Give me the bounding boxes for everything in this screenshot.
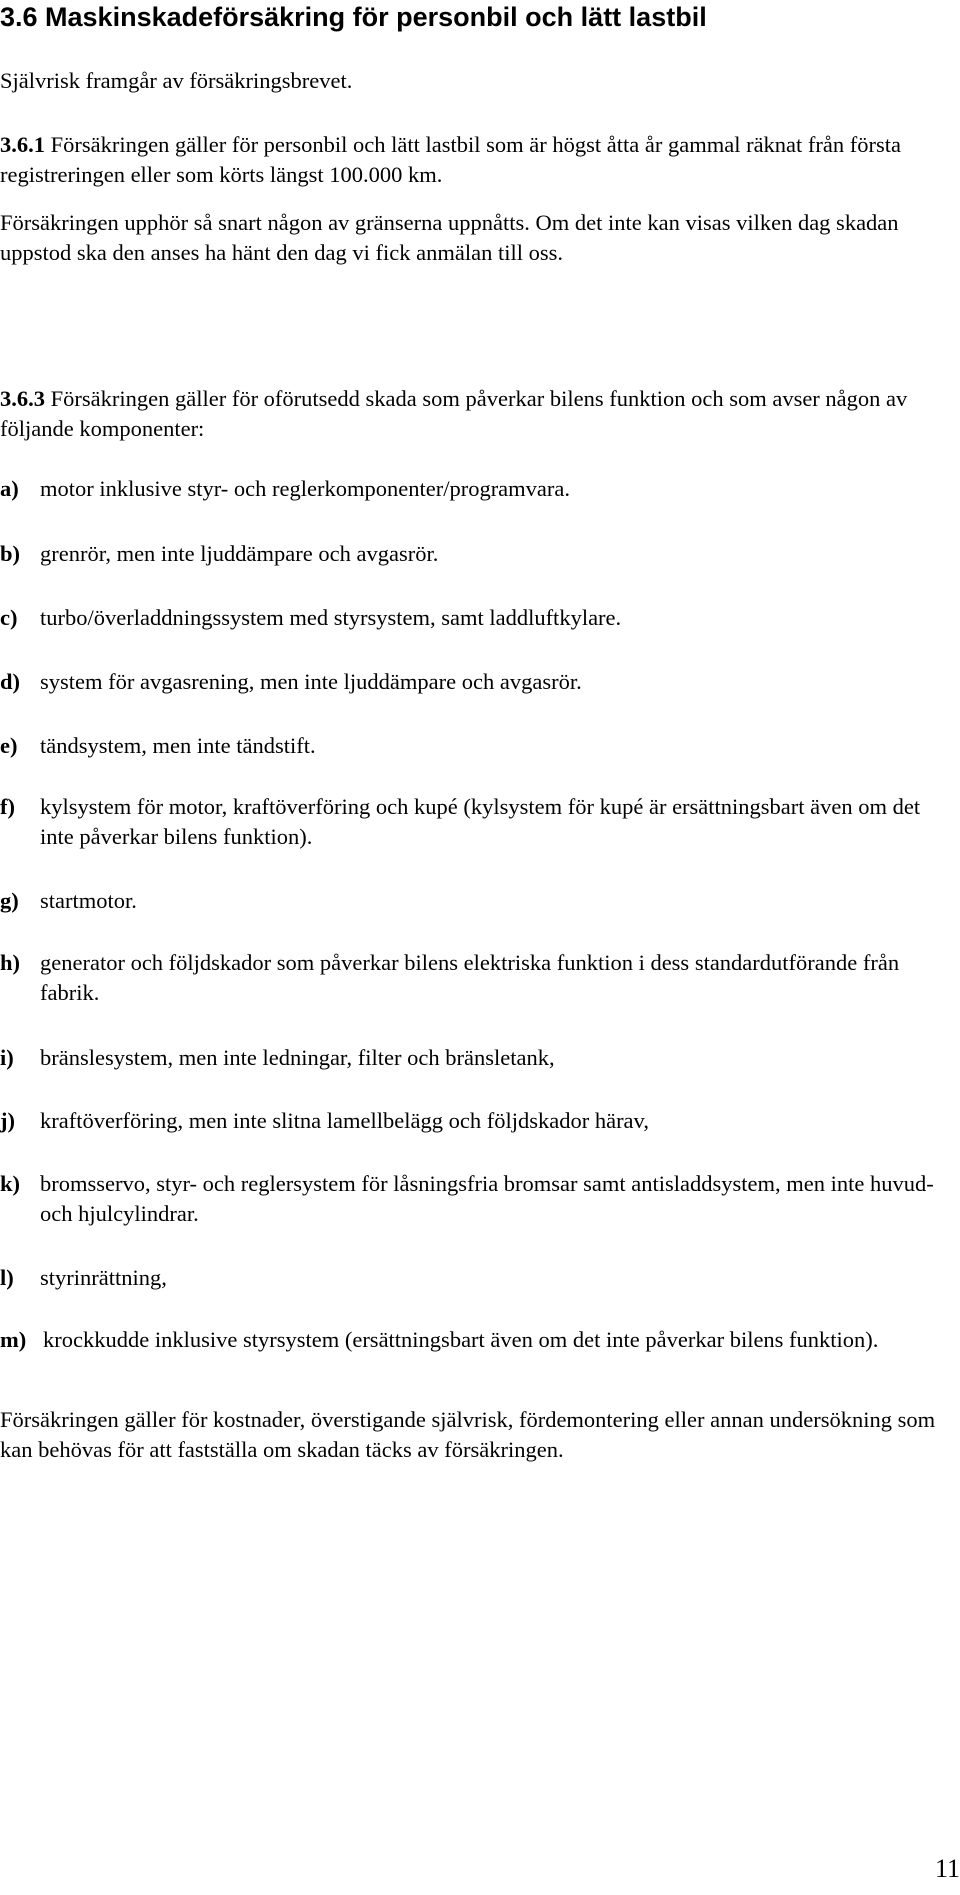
item-text: generator och följdskador som påverkar bilens elektriska funktion i dess standardutförande från fabrik.	[40, 950, 900, 1005]
list-item-c	[0, 603, 950, 633]
item-letter: b)	[0, 541, 21, 566]
item-text: turbo/överladdningssystem med styrsystem, samt laddluftkylare.	[40, 605, 622, 630]
item-text: motor inklusive styr- och reglerkomponenter/programvara.	[40, 476, 571, 501]
clause-text: Försäkringen gäller för oförutsedd skada som påverkar bilens funktion och som avser någon av följande komponenter:	[0, 386, 908, 441]
list-item-e	[0, 731, 950, 761]
item-letter: a)	[0, 476, 19, 501]
item-letter: m)	[0, 1327, 27, 1352]
clause-3-6-3	[0, 384, 950, 444]
item-text: system för avgasrening, men inte ljuddämpare och avgasrör.	[40, 669, 582, 694]
item-text: bromsservo, styr- och reglersystem för låsningsfria bromsar samt antisladdsystem, men inte huvud- och hjulcylindrar.	[40, 1171, 934, 1226]
item-text: kraftöverföring, men inte slitna lamellbelägg och följdskador härav,	[40, 1108, 649, 1133]
item-text: styrinrättning,	[40, 1265, 167, 1290]
item-letter: d)	[0, 669, 21, 694]
clause-number: 3.6.3	[0, 386, 45, 411]
list-item-k	[0, 1169, 950, 1229]
item-letter: k)	[0, 1171, 21, 1196]
item-text: bränslesystem, men inte ledningar, filter och bränsletank,	[40, 1045, 555, 1070]
item-letter: f)	[0, 794, 15, 819]
item-text: grenrör, men inte ljuddämpare och avgasrör.	[40, 541, 439, 566]
item-letter: e)	[0, 733, 18, 758]
item-text: startmotor.	[40, 888, 137, 913]
item-text: kylsystem för motor, kraftöverföring och kupé (kylsystem för kupé är ersättningsbart även om det inte påverkar bilens funktion).	[40, 794, 921, 849]
list-item-i	[0, 1043, 950, 1073]
list-item-l	[0, 1263, 950, 1293]
list-item-j	[0, 1106, 950, 1136]
list-item-m	[0, 1325, 950, 1355]
page-number: 11	[934, 1854, 960, 1883]
list-item-f	[0, 792, 950, 852]
clause-number: 3.6.1	[0, 132, 45, 157]
section-heading: 3.6 Maskinskadeförsäkring för personbil och lätt lastbil	[0, 2, 707, 32]
item-letter: g)	[0, 888, 19, 913]
item-letter: c)	[0, 605, 18, 630]
item-letter: h)	[0, 950, 21, 975]
item-letter: l)	[0, 1265, 14, 1290]
item-text: tändsystem, men inte tändstift.	[40, 733, 316, 758]
deductible-note: Självrisk framgår av försäkringsbrevet.	[0, 68, 353, 93]
item-letter: i)	[0, 1045, 14, 1070]
list-item-h	[0, 948, 950, 1008]
item-text: krockkudde inklusive styrsystem (ersättningsbart även om det inte påverkar bilens funktion).	[43, 1327, 879, 1352]
clause-3-6-1	[0, 130, 950, 190]
list-item-g	[0, 886, 950, 916]
termination-paragraph: Försäkringen upphör så snart någon av gränserna uppnåtts. Om det inte kan visas vilken dag skadan uppstod ska den anses ha hänt den dag vi fick anmälan till oss.	[0, 210, 899, 265]
list-item-d	[0, 667, 950, 697]
list-item-b	[0, 539, 950, 569]
list-item-a	[0, 474, 950, 504]
costs-paragraph: Försäkringen gäller för kostnader, överstigande självrisk, fördemontering eller annan undersökning som kan behövas för att fastställa om skadan täcks av försäkringen.	[0, 1407, 936, 1462]
item-letter: j)	[0, 1108, 15, 1133]
clause-text: Försäkringen gäller för personbil och lätt lastbil som är högst åtta år gammal räknat från första registreringen eller som körts längst 100.000 km.	[0, 132, 901, 187]
